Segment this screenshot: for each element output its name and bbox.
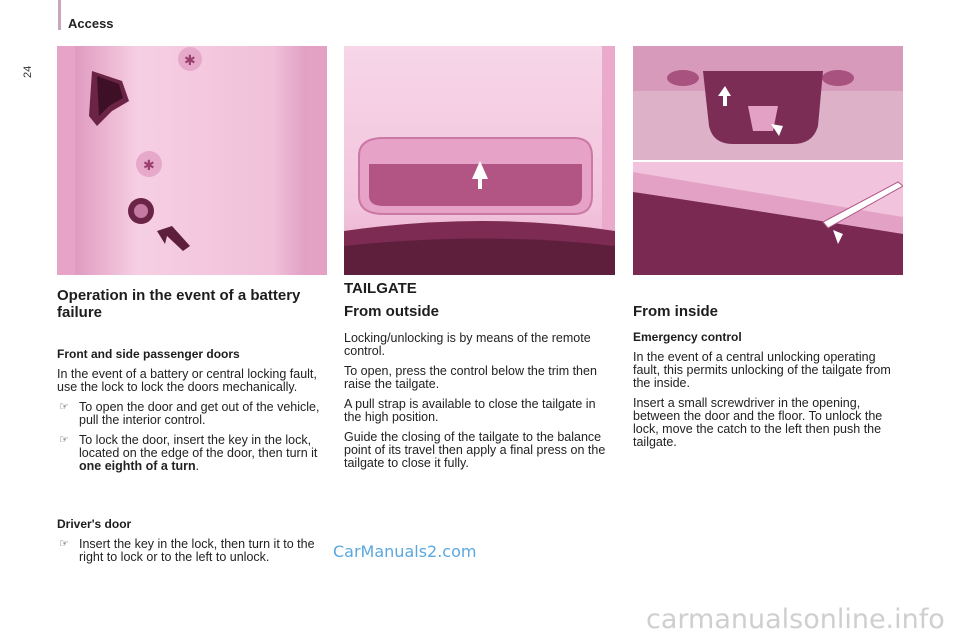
inside-p2: Insert a small screwdriver in the opening, between the door and the floor. To unlock the lock, move the catch to the left then push the tailgate. (633, 396, 883, 449)
driver-door-subheading: Driver's door (57, 517, 132, 531)
front-doors-intro: In the event of a battery or central locking fault, use the lock to lock the doors mechanically. (57, 367, 317, 394)
right-column (633, 303, 901, 456)
driver-door-block (57, 517, 329, 571)
bullet-open-door-text: To open the door and get out of the vehicle, pull the interior control. (79, 400, 320, 427)
bullet-lock-door-text: To lock the door, insert the key in the lock, located on the edge of the door, then turn it (79, 433, 318, 460)
page-number: 24 (22, 65, 34, 78)
footer-watermark: carmanualsonline.info (646, 604, 945, 635)
battery-failure-heading: Operation in the event of a battery failure (57, 287, 301, 321)
outside-p1: Locking/unlocking is by means of the remote control. (344, 331, 591, 358)
outside-p4: Guide the closing of the tailgate to the balance point of its travel then apply a final press on the tailgate to close it fully. (344, 430, 606, 470)
tailgate-inside-photo-bottom (633, 162, 903, 275)
pointing-hand-icon: ☞ (59, 538, 69, 550)
svg-text:✱: ✱ (184, 52, 196, 68)
tailgate-heading: TAILGATE (344, 280, 417, 297)
bullet-lock-door-end: . (195, 459, 200, 473)
section-title: Access (68, 16, 114, 31)
door-lock-photo (57, 46, 327, 275)
bullet-lock-door (57, 434, 329, 473)
pointing-hand-icon: ☞ (59, 401, 69, 413)
bullet-driver-door (57, 538, 329, 564)
outside-p2: To open, press the control below the trim then raise the tailgate. (344, 364, 597, 391)
tailgate-inside-photo-top (633, 46, 903, 160)
emergency-control-subheading: Emergency control (633, 330, 742, 344)
from-outside-heading: From outside (344, 303, 440, 320)
middle-column (344, 280, 614, 477)
bullet-lock-door-bold: one eighth of a turn (79, 459, 196, 473)
carmanuals-watermark[interactable]: CarManuals2.com (333, 542, 477, 561)
bullet-driver-door-text: Insert the key in the lock, then turn it to the right to lock or to the left to unlock. (79, 537, 315, 564)
outside-p3: A pull strap is available to close the tailgate in the high position. (344, 397, 596, 424)
tailgate-outside-photo (344, 46, 615, 275)
left-column (57, 287, 329, 480)
from-inside-heading: From inside (633, 303, 719, 320)
inside-p1: In the event of a central unlocking operating fault, this permits unlocking of the tailgate from the inside. (633, 350, 891, 390)
svg-text:✱: ✱ (143, 157, 155, 173)
sidebar-line (58, 0, 61, 30)
bullet-open-door (57, 401, 329, 427)
front-doors-subheading: Front and side passenger doors (57, 347, 240, 361)
pointing-hand-icon: ☞ (59, 434, 69, 446)
